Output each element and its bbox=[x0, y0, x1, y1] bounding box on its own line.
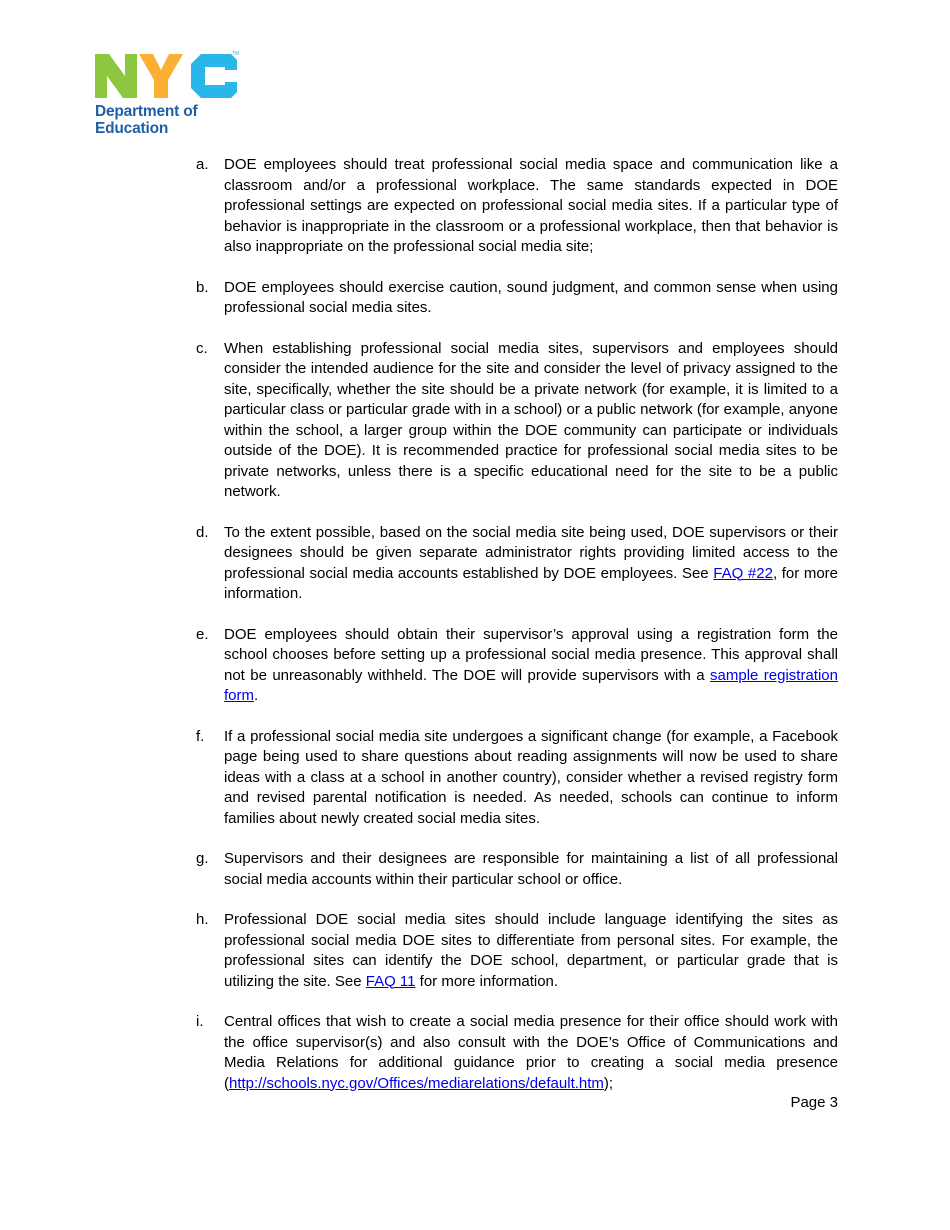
nyc-doe-logo bbox=[93, 48, 243, 140]
list-item-text bbox=[224, 849, 838, 890]
page-number: Page 3 bbox=[790, 1094, 838, 1111]
list-item bbox=[196, 523, 838, 605]
text-run: DOE employees should obtain their supervisor’s approval using a registration form the school chooses before setting up a professional social media presence. This approval shall not be unreasonably withheld. The DOE will provide supervisors with a bbox=[224, 625, 838, 684]
list-item-text bbox=[224, 727, 838, 830]
list-marker: f. bbox=[196, 727, 205, 745]
inline-link[interactable]: http://schools.nyc.gov/Offices/mediarelations/default.htm bbox=[229, 1074, 604, 1092]
nyc-logo-icon bbox=[93, 48, 243, 100]
text-run: If a professional social media site undergoes a significant change (for example, a Facebook page being used to share questions about reading assignments will now be used to share ideas with a class at a school in another country), consider whether a revised registry form and revised parental notification is needed. As needed, schools can continue to inform families about newly created social media sites. bbox=[224, 727, 838, 827]
list-item bbox=[196, 155, 838, 258]
inline-link[interactable]: FAQ 11 bbox=[365, 972, 416, 990]
list-marker: i. bbox=[196, 1013, 204, 1030]
inline-link[interactable]: FAQ #22 bbox=[713, 564, 773, 582]
svg-text:TM: TM bbox=[232, 51, 240, 57]
list-item-text bbox=[224, 155, 838, 258]
text-run: Supervisors and their designees are responsible for maintaining a list of all professional social media accounts within their particular school or office. bbox=[224, 850, 838, 888]
list-marker: e. bbox=[196, 625, 209, 643]
list-item-text bbox=[224, 910, 838, 992]
logo-letter-n bbox=[95, 54, 137, 98]
text-run: ); bbox=[603, 1074, 614, 1092]
text-run: for more information. bbox=[415, 972, 559, 990]
text-run: DOE employees should exercise caution, sound judgment, and common sense when using professional social media sites. bbox=[224, 278, 838, 316]
list-marker: d. bbox=[196, 523, 209, 541]
text-run: . bbox=[254, 687, 259, 704]
text-run: Professional DOE social media sites should include language identifying the sites as professional social media DOE sites to differentiate from personal sites. For example, the professional sites can identify the DOE school, department, or particular grade that is utilizing the site. See bbox=[224, 911, 838, 990]
list-item bbox=[196, 849, 838, 890]
list-marker: g. bbox=[196, 850, 209, 867]
text-run: DOE employees should treat professional social media space and communication like a classroom and/or a professional workplace. The same standards expected in DOE professional settings are expected on professional social media sites. If a particular type of behavior is inappropriate in the classroom or a professional workplace, then that behavior is also inappropriate on the professional social media site; bbox=[224, 156, 838, 255]
inline-link[interactable]: sample registration form bbox=[224, 666, 838, 704]
logo-letter-y bbox=[139, 54, 183, 98]
list-marker: h. bbox=[196, 911, 209, 928]
logo-letter-c bbox=[191, 54, 237, 98]
list-item-text bbox=[224, 339, 838, 503]
list-item bbox=[196, 1012, 838, 1094]
list-marker: c. bbox=[196, 339, 208, 357]
list-item bbox=[196, 339, 838, 503]
text-run: Central offices that wish to create a social media presence for their office should work with the office supervisor(s) and also consult with the DOE’s Office of Communications and Media Relations for additional guidance prior to creating a social media presence ( bbox=[224, 1013, 838, 1092]
list-item bbox=[196, 727, 838, 830]
list-item bbox=[196, 625, 838, 707]
logo-line-1: Department of bbox=[95, 103, 198, 120]
list-item bbox=[196, 278, 838, 319]
list-item bbox=[196, 910, 838, 992]
list-item-text bbox=[224, 523, 838, 605]
list-item-text bbox=[224, 625, 838, 707]
list-marker: b. bbox=[196, 278, 209, 296]
text-run: When establishing professional social media sites, supervisors and employees should consider the intended audience for the site and consider the level of privacy assigned to the site, specifically, whether the site should be a private network (for example, it is limited to a particular class or particular grade with in a school) or a public network (for example, anyone within the school, a larger group within the DOE community can participate or individuals outside of the DOE). It is recommended practice for professional social media sites to be private networks, unless there is a specific educational need for the site to be a public network. bbox=[224, 339, 838, 500]
text-run: , for more information. bbox=[224, 564, 839, 602]
list-item-text bbox=[224, 1012, 838, 1094]
logo-line-2: Education bbox=[95, 120, 169, 137]
list-item-text bbox=[224, 278, 838, 319]
text-run: To the extent possible, based on the social media site being used, DOE supervisors or their designees should be given separate administrator rights providing limited access to the professional social media accounts established by DOE employees. See bbox=[224, 523, 838, 582]
policy-list bbox=[196, 155, 838, 1114]
logo-text bbox=[95, 103, 197, 137]
list-marker: a. bbox=[196, 156, 209, 173]
